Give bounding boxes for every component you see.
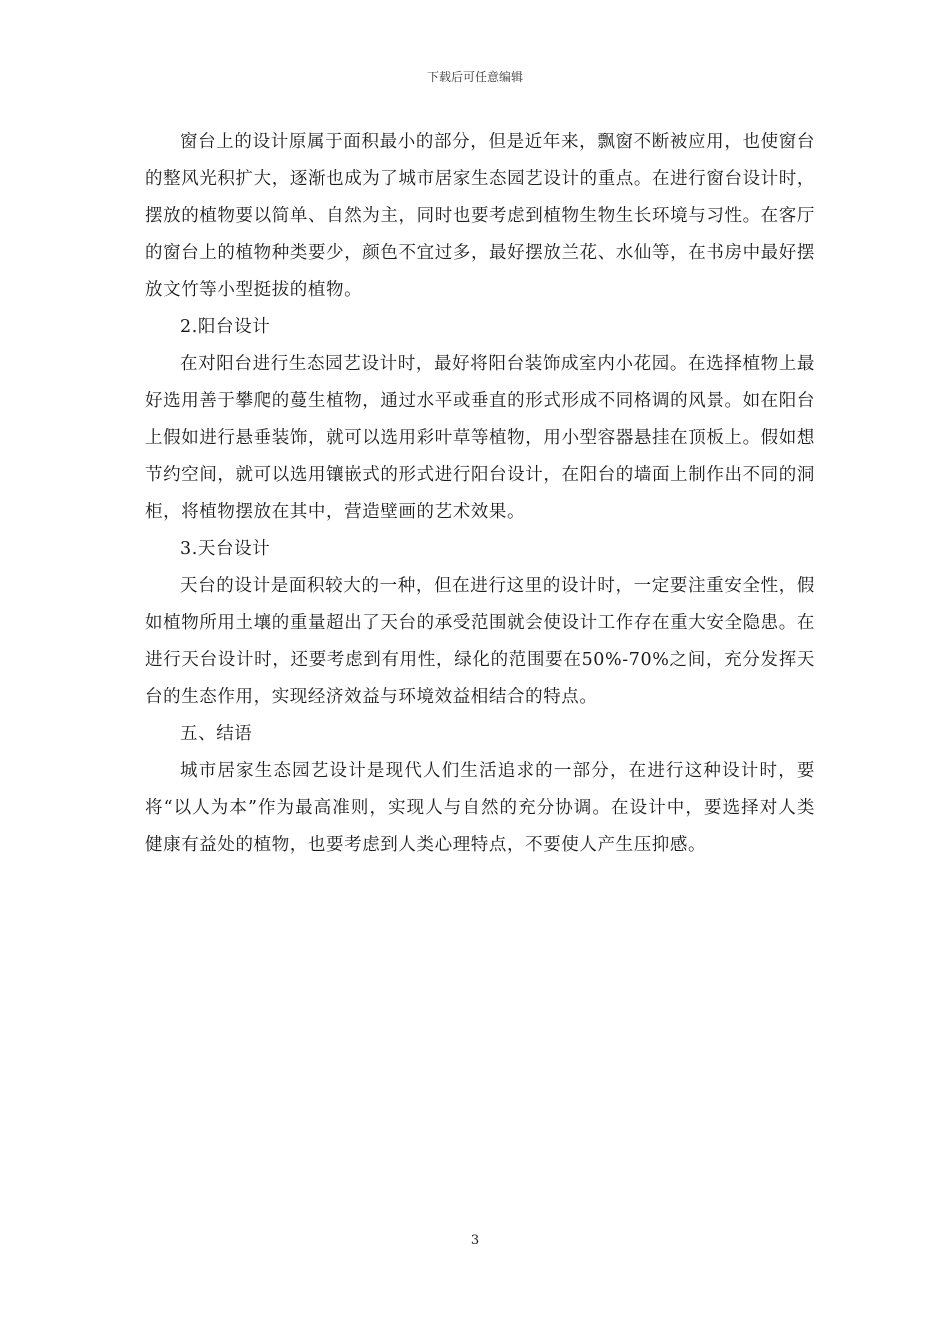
paragraph-windowsill: 窗台上的设计原属于面积最小的部分，但是近年来，飘窗不断被应用，也使窗台的整风光积扩大，逐渐也成为了城市居家生态园艺设计的重点。在进行窗台设计时，摆放的植物要以简单、自然为主，同时也要考虑到植物生物生长环境与习性。在客厅的窗台上的植物种类要少，颜色不宜过多，最好摆放兰花、水仙等，在书房中最好摆放文竹等小型挺拔的植物。 bbox=[145, 132, 815, 300]
section-heading-rooftop: 3.天台设计 bbox=[180, 539, 271, 559]
paragraph-balcony: 在对阳台进行生态园艺设计时，最好将阳台装饰成室内小花园。在选择植物上最好选用善于攀爬的蔓生植物，通过水平或垂直的形式形成不同格调的风景。如在阳台上假如进行悬垂装饰，就可以选用彩叶草等植物，用小型容器悬挂在顶板上。假如想节约空间，就可以选用镶嵌式的形式进行阳台设计，在阳台的墙面上制作出不同的洞柜，将植物摆放在其中，营造壁画的艺术效果。 bbox=[145, 354, 815, 522]
paragraph-rooftop: 天台的设计是面积较大的一种，但在进行这里的设计时，一定要注重安全性，假如植物所用土壤的重量超出了天台的承受范围就会使设计工作存在重大安全隐患。在进行天台设计时，还要考虑到有用性，绿化的范围要在50%-70%之间，充分发挥天台的生态作用，实现经济效益与环境效益相结合的特点。 bbox=[145, 576, 815, 707]
section-heading-conclusion: 五、结语 bbox=[180, 724, 253, 744]
paragraph-conclusion: 城市居家生态园艺设计是现代人们生活追求的一部分，在进行这种设计时，要将“以人为本”作为最高准则，实现人与自然的充分协调。在设计中，要选择对人类健康有益处的植物，也要考虑到人类心理特点，不要使人产生压抑感。 bbox=[145, 761, 815, 855]
page-header: 下载后可任意编辑 bbox=[426, 70, 523, 84]
page-number: 3 bbox=[470, 1233, 480, 1248]
section-heading-balcony: 2.阳台设计 bbox=[180, 317, 271, 337]
document-body bbox=[145, 124, 815, 864]
